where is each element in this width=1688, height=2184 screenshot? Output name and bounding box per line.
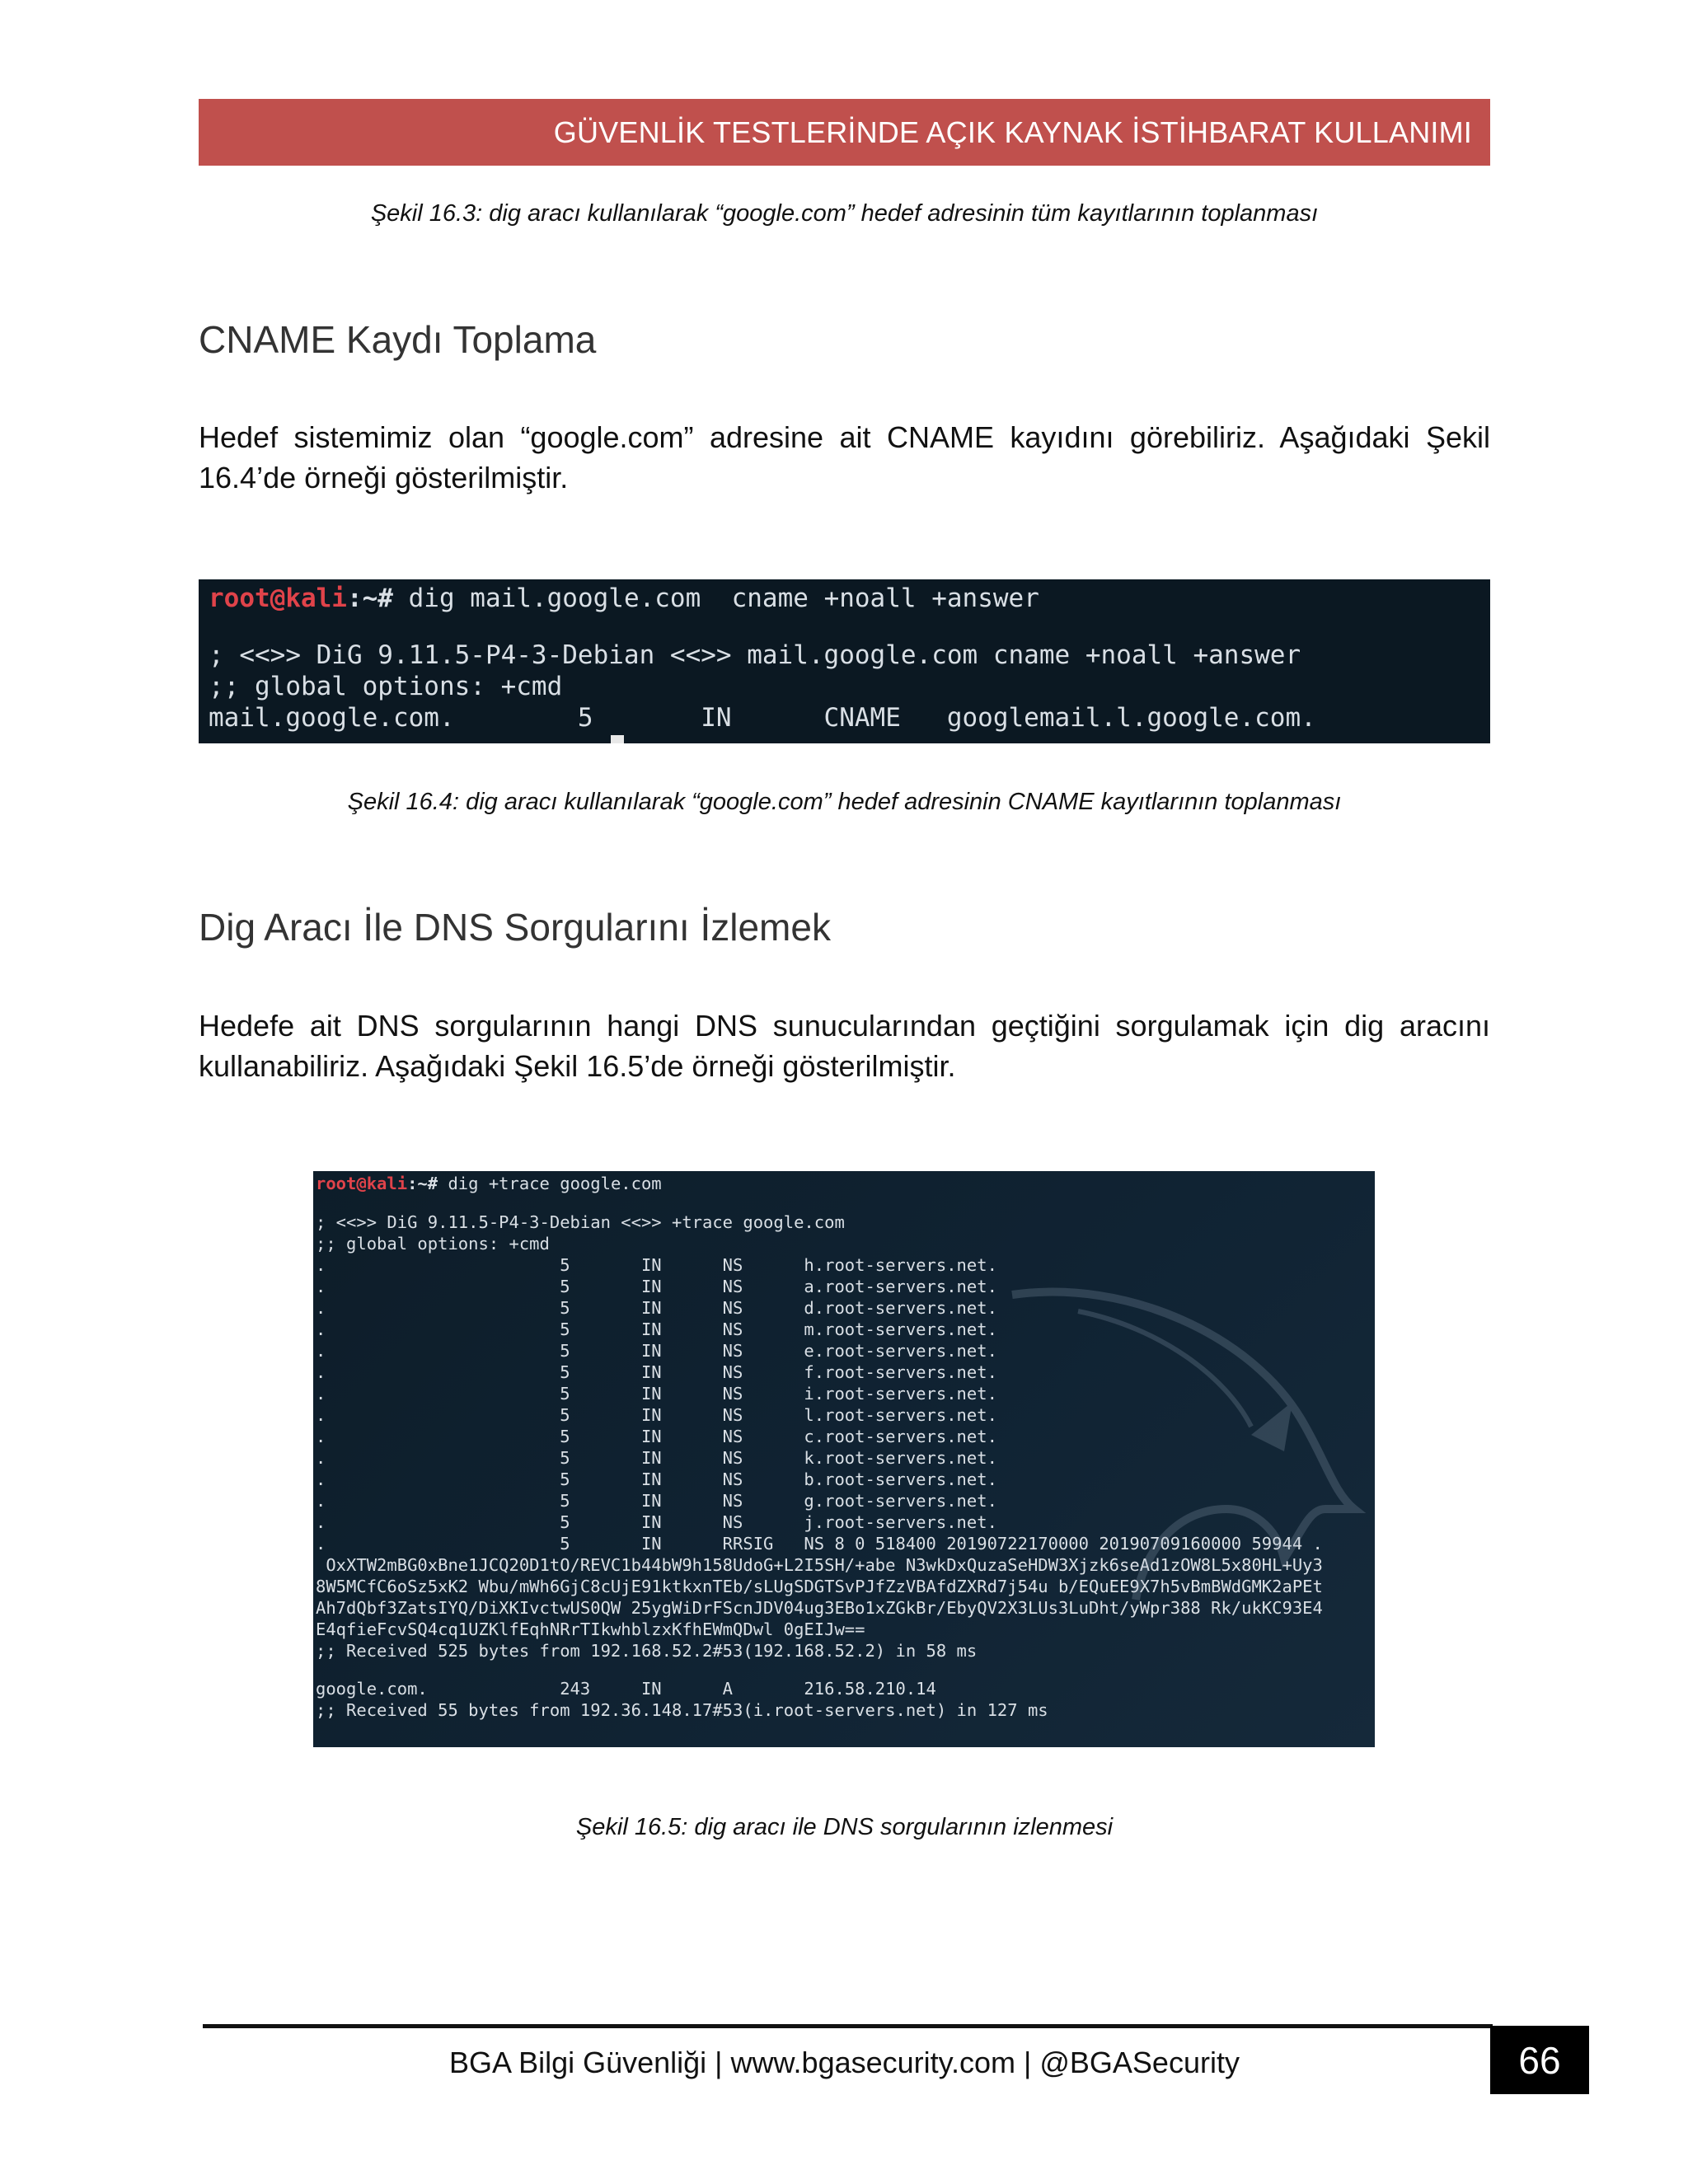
terminal-line: . 5 IN NS h.root-servers.net.	[316, 1254, 997, 1275]
terminal-line: Ah7dQbf3ZatsIYQ/DiXKIvctwUS0QW 25ygWiDrFScnJDV04ug3EBo1xZGkBr/EbyQV2X3LUs3LuDht/yWpr388 Rk/ukKC93E4	[316, 1597, 1323, 1618]
prompt-user: root@kali	[209, 583, 347, 613]
terminal-line	[316, 1194, 1372, 1212]
terminal-line: OxXTW2mBG0xBne1JCQ20D1tO/REVC1b44bW9h158UdoG+L2I5SH/+abe N3wkDxQuzaSeHDW3Xjzk6seAd1zOW8L5x80HL+Uy3	[316, 1554, 1323, 1575]
terminal-line: ;; Received 525 bytes from 192.168.52.2#53(192.168.52.2) in 58 ms	[316, 1640, 978, 1661]
prompt-user: root@kali	[316, 1174, 408, 1193]
section-title-cname: CNAME Kaydı Toplama	[199, 318, 597, 361]
terminal-line: ;; Received 55 bytes from 192.36.148.17#53(i.root-servers.net) in 127 ms	[316, 1700, 1048, 1720]
terminal-line: . 5 IN NS a.root-servers.net.	[316, 1276, 997, 1296]
terminal-line: . 5 IN NS m.root-servers.net.	[316, 1319, 997, 1339]
terminal-line: . 5 IN NS e.root-servers.net.	[316, 1340, 997, 1361]
terminal-command: dig +trace google.com	[438, 1174, 662, 1193]
figure-caption-16-3: Şekil 16.3: dig aracı kullanılarak “google.com” hedef adresinin tüm kayıtlarının toplanması	[370, 200, 1319, 227]
figure-caption-16-4: Şekil 16.4: dig aracı kullanılarak “google.com” hedef adresinin CNAME kayıtlarının toplanması	[347, 789, 1342, 815]
section-paragraph-dns: Hedefe ait DNS sorgularının hangi DNS sunucularından geçtiğini sorgulamak için dig aracını kullanabiliriz. Aşağıdaki Şekil 16.5’de örneği gösterilmiştir.	[199, 1009, 1490, 1083]
terminal-line: google.com. 243 IN A 216.58.210.14	[316, 1679, 936, 1699]
header-title: GÜVENLİK TESTLERİNDE AÇIK KAYNAK İSTİHBARAT KULLANIMI	[553, 115, 1472, 149]
terminal-line: . 5 IN NS l.root-servers.net.	[316, 1404, 997, 1425]
terminal-line: ;; global options: +cmd	[316, 1233, 550, 1254]
page-header	[199, 99, 1490, 166]
section-title-dns: Dig Aracı İle DNS Sorgularını İzlemek	[199, 906, 831, 949]
terminal-line: ; <<>> DiG 9.11.5-P4-3-Debian <<>> +trace google.com	[316, 1212, 845, 1232]
section-paragraph-cname: Hedef sistemimiz olan “google.com” adresine ait CNAME kayıdını görebiliriz. Aşağıdaki Şekil 16.4’de örneği gösterilmiştir.	[199, 420, 1490, 494]
terminal-command: dig mail.google.com cname +noall +answer	[392, 583, 1039, 613]
terminal-line: E4qfieFcvSQ4cq1UZKlfEqhNRrTIkwhblzxKfhEWmQDwl 0gEIJw==	[316, 1619, 865, 1639]
terminal-cursor	[611, 735, 624, 743]
footer-text: BGA Bilgi Güvenliği | www.bgasecurity.com | @BGASecurity	[449, 2046, 1240, 2079]
terminal-line: . 5 IN NS b.root-servers.net.	[316, 1469, 997, 1489]
kali-dragon-icon	[979, 1262, 1367, 1608]
terminal-cname-screenshot	[199, 579, 1490, 743]
terminal-line: . 5 IN NS g.root-servers.net.	[316, 1490, 997, 1511]
page-number	[1490, 2026, 1589, 2094]
page-number-label: 66	[1518, 2038, 1561, 2082]
prompt-path: :~#	[346, 583, 393, 613]
terminal-prompt-line	[209, 583, 1480, 614]
terminal-line: ;; global options: +cmd	[209, 672, 563, 701]
footer-divider	[203, 2024, 1493, 2028]
terminal-line	[209, 614, 1480, 640]
terminal-line: 8W5MCfC6oSz5xK2 Wbu/mWh6GjC8cUjE91ktkxnTEb/sLUgSDGTSvPJfZzVBAfdZXRd7j54u b/EQuEE9X7h5vBmBWdGMK2aPEt	[316, 1576, 1323, 1596]
terminal-output	[209, 614, 1480, 733]
terminal-trace-screenshot	[313, 1171, 1375, 1747]
terminal-line	[316, 1661, 1372, 1679]
prompt-path: :~#	[407, 1174, 438, 1193]
terminal-line: . 5 IN NS c.root-servers.net.	[316, 1426, 997, 1446]
terminal-line: . 5 IN NS k.root-servers.net.	[316, 1447, 997, 1468]
terminal-line: ; <<>> DiG 9.11.5-P4-3-Debian <<>> mail.google.com cname +noall +answer	[209, 640, 1301, 670]
terminal-line: mail.google.com. 5 IN CNAME googlemail.l.google.com.	[209, 703, 1316, 733]
terminal-line: . 5 IN NS j.root-servers.net.	[316, 1511, 997, 1532]
terminal-line: . 5 IN NS f.root-servers.net.	[316, 1361, 997, 1382]
terminal-line: . 5 IN NS i.root-servers.net.	[316, 1383, 997, 1404]
terminal-prompt-line	[316, 1173, 1372, 1194]
terminal-line: . 5 IN RRSIG NS 8 0 518400 20190722170000 20190709160000 59944 .	[316, 1533, 1323, 1554]
figure-caption-16-5: Şekil 16.5: dig aracı ile DNS sorgularının izlenmesi	[575, 1814, 1114, 1840]
terminal-line: . 5 IN NS d.root-servers.net.	[316, 1297, 997, 1318]
